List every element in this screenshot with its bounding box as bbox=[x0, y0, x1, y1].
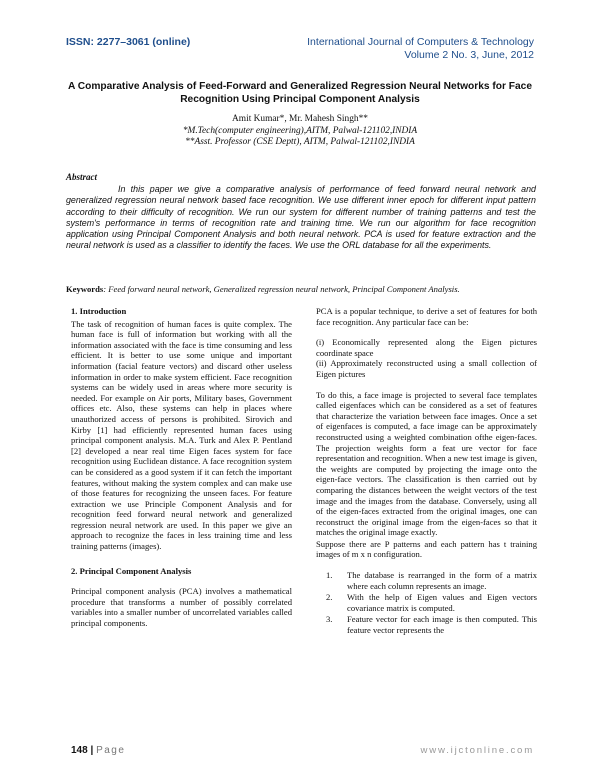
pca-text: Principal component analysis (PCA) involves a mathematical procedure that transforms a number of possibly correlated variables into a smaller number of uncorrelated variables called principal components. bbox=[71, 586, 292, 629]
introduction-text: The task of recognition of human faces is quite complex. The human face is full of information but working with all the information associated with the face is time consuming and less efficient. It is better to use some unique and important information (facial feature vectors) and discard other useless information in order to make system efficient. Face recognition systems can be widely used in areas where more security is needed. For example on Air ports, Military bases, Government offices etc. Also, these systems can help in places where unauthorized access of persons is prohibited. Sirovich and Kirby [1] had efficiently represented human faces using principal component analysis. M.A. Turk and Alex P. Pentland [2] developed a near real time Eigen faces system for face recognition using Euclidean distance. A face recognition system can be considered as a good system if it can fetch the important features, without making the system complex and can make use of those features for recognizing the unseen faces. For feature extraction we use Principle Component Analysis and for recognition feed forward neural network and generalized regression neural network are used. In this paper we give an approach to recognize the faces in less training time and less training patterns (images). bbox=[71, 318, 292, 552]
author-names: Amit Kumar*, Mr. Mahesh Singh** bbox=[232, 114, 368, 124]
page-footer bbox=[71, 745, 125, 756]
list-number: 1. bbox=[326, 570, 333, 581]
list-item-ii: (ii) Approximately reconstructed using a small collection of Eigen pictures bbox=[316, 358, 537, 379]
list-text: The database is rearranged in the form of a matrix where each column represents an image. bbox=[347, 570, 537, 591]
list-text: Feature vector for each image is then computed. This feature vector represents the bbox=[347, 614, 537, 636]
footer-separator: | bbox=[90, 745, 94, 756]
issn-label: ISSN: 2277–3061 (online) bbox=[66, 36, 191, 48]
journal-name: International Journal of Computers & Technology bbox=[307, 36, 534, 48]
keywords bbox=[66, 284, 536, 295]
abstract-text: In this paper we give a comparative analysis of performance of feed forward neural network and generalized regression neural network based face recognition. We use different inner epoch for different input pattern according to their difficulty of recognition. We run our system for different number of training patterns and test the system's performance in terms of recognition rate and training time. We run our algorithm for face recognition application using Principal Component Analysis and both neural network. PCA is used for feature extraction and the neural network is used as a classifier to identify the faces. We use the ORL database for all the experiments. bbox=[66, 184, 536, 251]
right-paragraph-2: To do this, a face image is projected to several face templates called eigenfaces which can be considered as a set of features that characterize the variation between face images. Once a set of eigenfaces is computed, a face image can be approximately reconstructed using a weighted combination ofthe eigen-faces. The projection weights form a feat ure vector for face representation and recognition. When a new test image is given, the weights are computed by projecting the image onto the eigen-face vectors. The classification is then carried out by comparing the distances between the weight vectors of the test image and the images from the database. Conversely, using all of the eigen-faces extracted from the original images, one can reconstruct the original image from the eigen-faces so that it matches the original image exactly. bbox=[316, 389, 537, 538]
steps-list-item bbox=[316, 614, 537, 635]
steps-list-item bbox=[316, 592, 537, 613]
paper-title-line-2: Recognition Using Principal Component Analysis bbox=[180, 94, 420, 105]
journal-volume: Volume 2 No. 3, June, 2012 bbox=[404, 49, 534, 61]
paper-title-line-1: A Comparative Analysis of Feed-Forward and Generalized Regression Neural Networks for Face bbox=[67, 81, 533, 92]
paper-title bbox=[66, 80, 534, 106]
list-number: 2. bbox=[326, 592, 333, 603]
steps-list-item bbox=[316, 570, 537, 591]
right-column bbox=[316, 306, 537, 637]
journal-website[interactable]: www.ijctonline.com bbox=[420, 745, 534, 756]
right-paragraph-3: Suppose there are P patterns and each pattern has t training images of m x n configuration. bbox=[316, 538, 537, 560]
introduction-heading: 1. Introduction bbox=[71, 306, 127, 316]
abstract-heading: Abstract bbox=[66, 172, 98, 182]
left-column bbox=[71, 306, 292, 639]
keywords-label: Keywords bbox=[66, 284, 104, 294]
page-word: Page bbox=[96, 745, 126, 756]
steps-list bbox=[316, 570, 537, 636]
affiliation-2: **Asst. Professor (CSE Deptt), AITM, Palwal-121102,INDIA bbox=[185, 137, 415, 147]
affiliation-1: *M.Tech(computer engineering),AITM, Palwal-121102,INDIA bbox=[182, 125, 418, 136]
authors-block bbox=[66, 114, 534, 149]
list-number: 3. bbox=[326, 614, 333, 625]
page-number: 148 bbox=[71, 745, 88, 756]
right-paragraph-1: PCA is a popular technique, to derive a set of features for both face recognition. Any particular face can be: bbox=[316, 306, 537, 327]
pca-heading: 2. Principal Component Analysis bbox=[71, 565, 192, 576]
list-text: With the help of Eigen values and Eigen vectors covariance matrix is computed. bbox=[347, 592, 537, 613]
keywords-value: : Feed forward neural network, Generalized regression neural network, Principal Component Analysis. bbox=[103, 284, 460, 294]
list-item-i: (i) Economically represented along the Eigen pictures coordinate space bbox=[316, 337, 537, 358]
journal-header bbox=[307, 36, 534, 62]
